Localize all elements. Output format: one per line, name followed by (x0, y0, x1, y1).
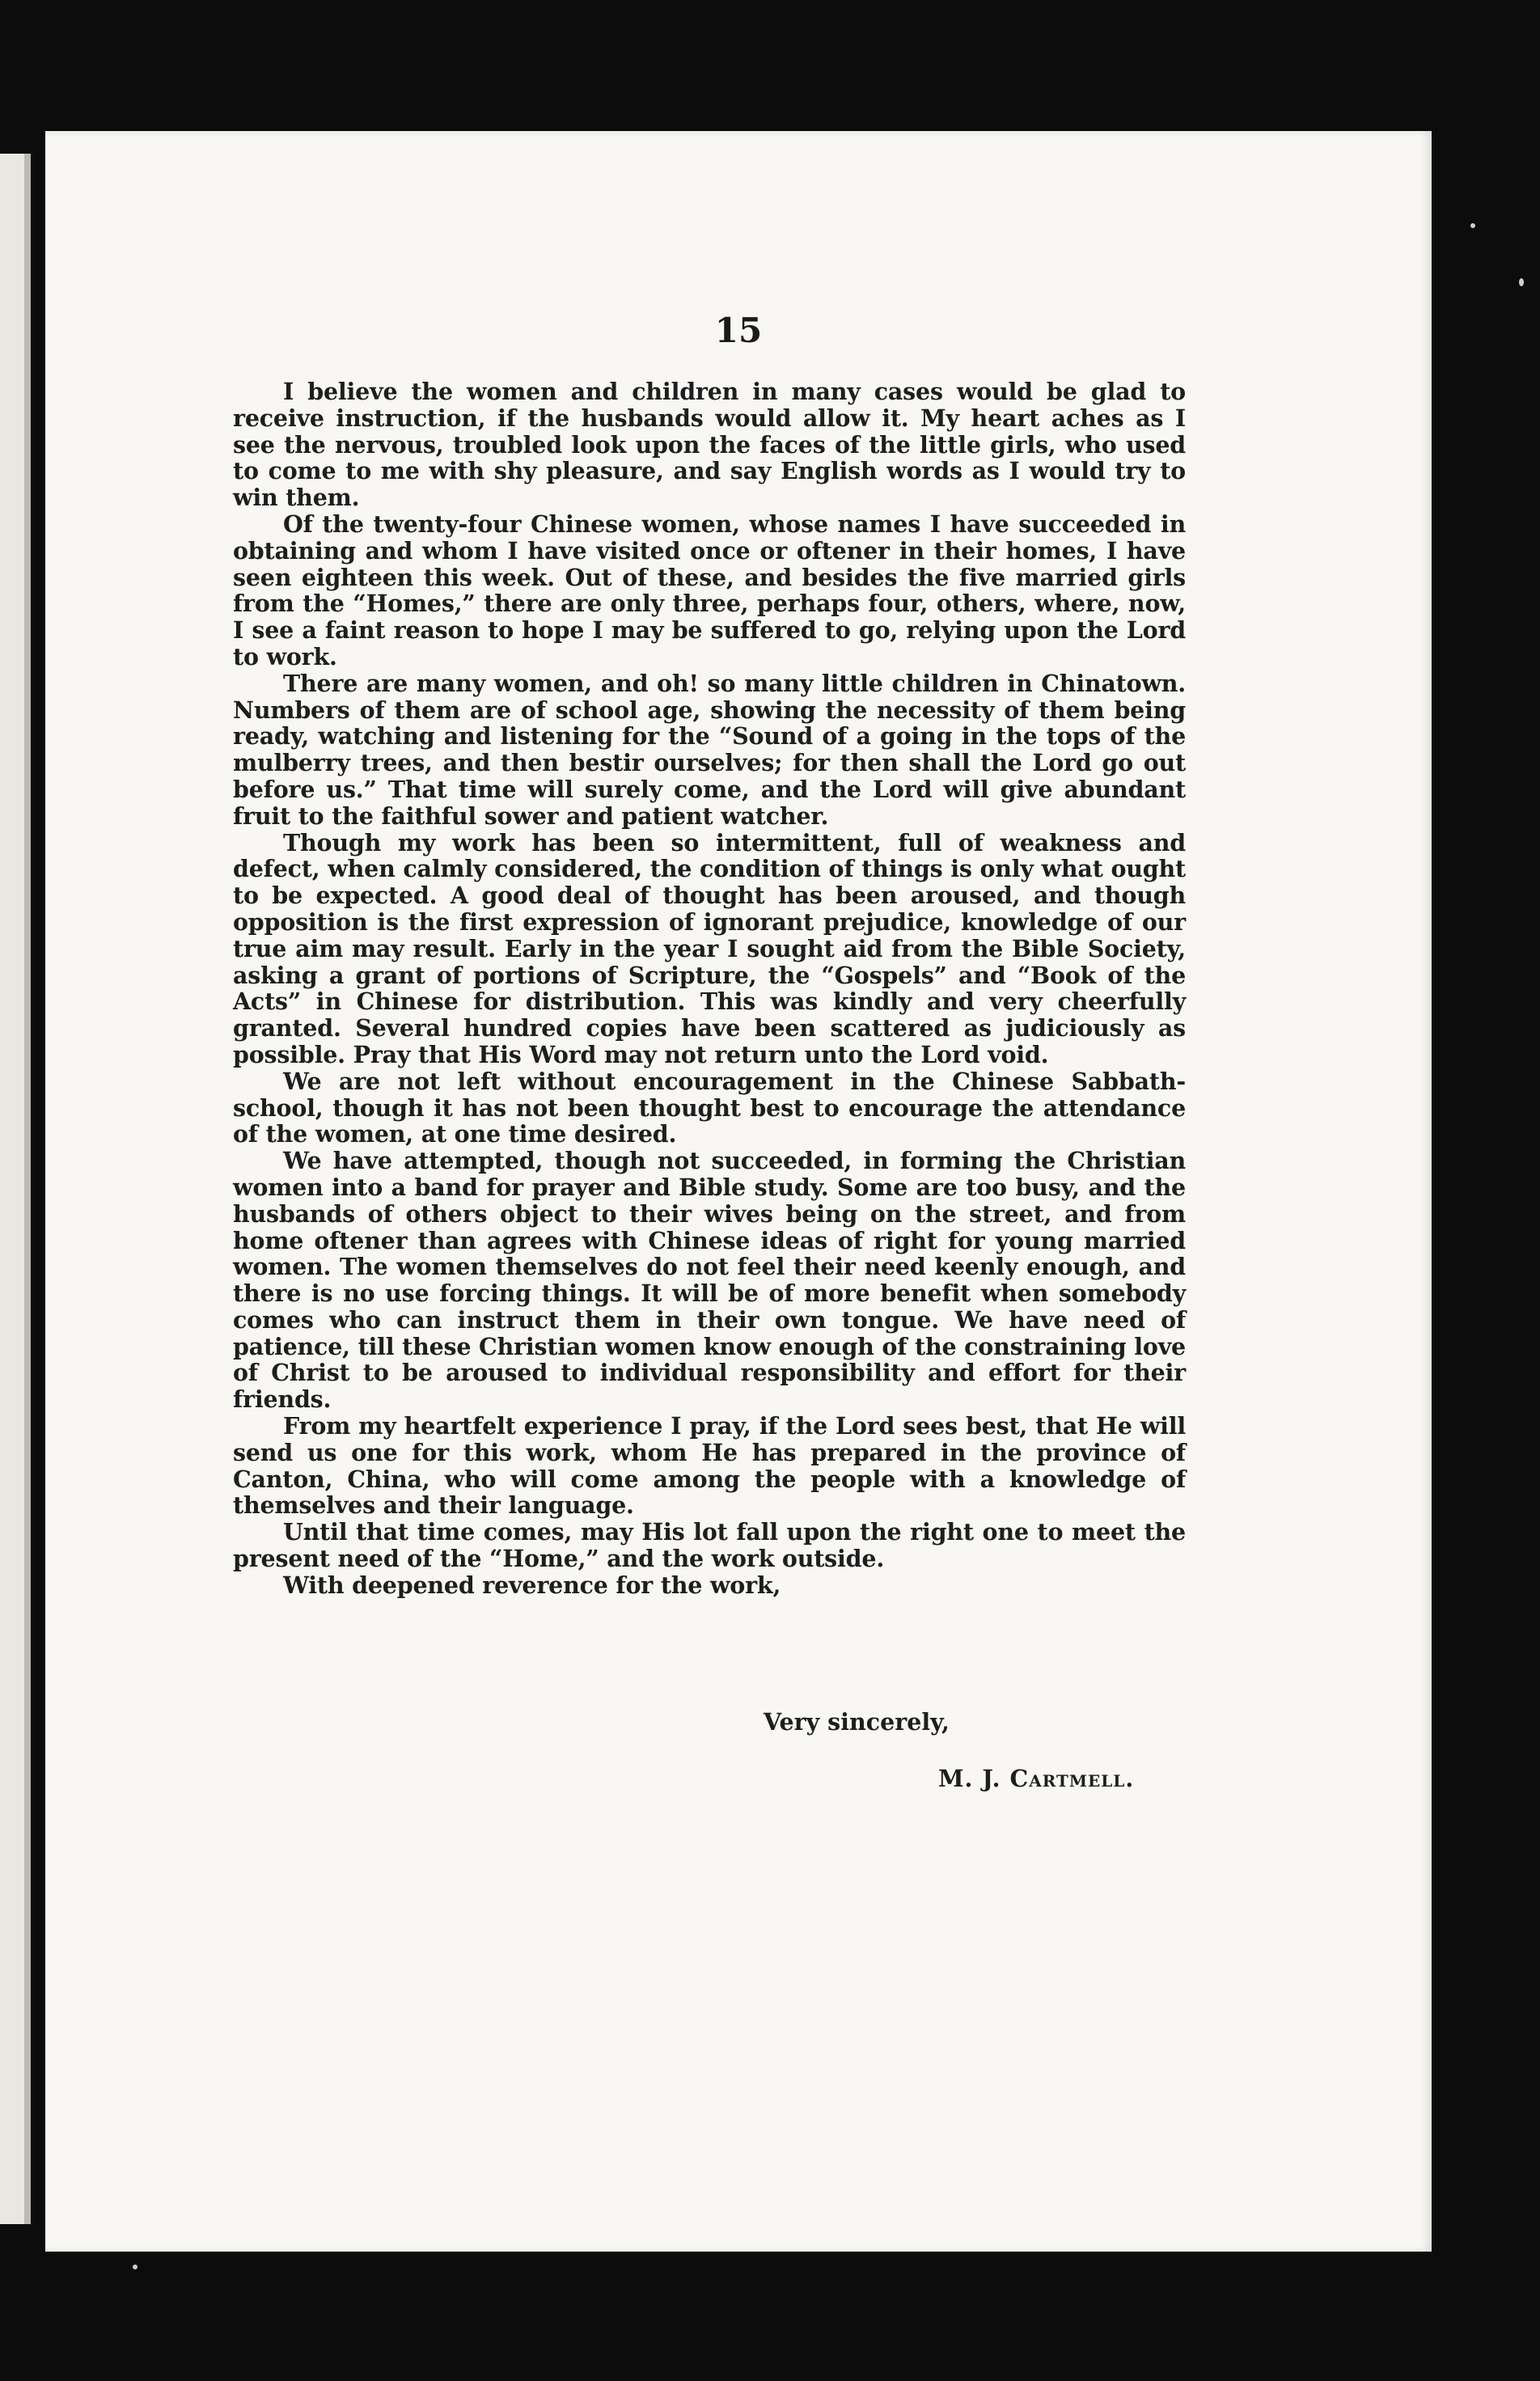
letter-signature: M. J. Cartmell. (938, 1765, 1135, 1792)
scan-speck (1519, 278, 1524, 286)
paragraph: With deepened reverence for the work, (283, 1571, 781, 1599)
scan-speck (133, 2265, 138, 2269)
paragraph: From my heartfelt experience I pray, if the Lord sees best, that He will send us one for this work, whom He has prepared in the province of Canton, China, who will come among the people with a knowledge of themselves and their language. (233, 1412, 1186, 1520)
letter-closing: Very sincerely, (764, 1708, 950, 1736)
paragraph: We are not left without encouragement in the Chinese Sabbath-school, though it has not been thought best to encourage the attendance of the women, at one time desired. (233, 1067, 1186, 1148)
paragraph: Though my work has been so intermittent, full of weakness and defect, when calmly considered, the condition of things is only what ought to be expected. A good deal of thought has been aroused, and though opposition is the first expression of ignorant prejudice, knowledge of our true aim may result. Early in the year I sought aid from the Bible Society, asking a grant of portions of Scripture, the “Gospels” and “Book of the Acts” in Chinese for distribution. This was kindly and very cheerfully granted. Several hundred copies have been scattered as judiciously as possible. Pray that His Word may not return unto the Lord void. (233, 828, 1186, 1068)
document-page (45, 131, 1432, 2252)
paragraph: There are many women, and oh! so many little children in Chinatown. Numbers of them are of school age, showing the necessity of them being ready, watching and listening for the “Sound of a going in the tops of the mulberry trees, and then bestir ourselves; for then shall the Lord go out before us.” That time will surely come, and the Lord will give abundant fruit to the faithful sower and patient watcher. (233, 669, 1186, 830)
paragraph: I believe the women and children in many cases would be glad to receive instruction, if the husbands would allow it. My heart aches as I see the nervous, troubled look upon the faces of the little girls, who used to come to me with shy pleasure, and say English words as I would try to win them. (233, 378, 1186, 512)
letter-body (233, 379, 1186, 1599)
scan-speck (1470, 223, 1475, 228)
paragraph: Until that time comes, may His lot fall upon the right one to meet the present need of the “Home,” and the work outside. (233, 1518, 1186, 1573)
page-number: 15 (714, 311, 763, 350)
paragraph: We have attempted, though not succeeded, in forming the Christian women into a band for prayer and Bible study. Some are too busy, and the husbands of others object to their wives being on the street, and from home oftener than agrees with Chinese ideas of right for young married women. The women themselves do not feel their need keenly enough, and there is no use forcing things. It will be of more benefit when somebody comes who can instruct them in their own tongue. We have need of patience, till these Christian women know enough of the constraining love of Christ to be aroused to individual responsibility and effort for their friends. (233, 1147, 1186, 1414)
paragraph: Of the twenty-four Chinese women, whose names I have succeeded in obtaining and whom I have visited once or oftener in their homes, I have seen eighteen this week. Out of these, and besides the five married girls from the “Homes,” there are only three, perhaps four, others, where, now, I see a faint reason to hope I may be suffered to go, relying upon the Lord to work. (233, 510, 1186, 670)
page-gutter-shadow (24, 154, 31, 2224)
